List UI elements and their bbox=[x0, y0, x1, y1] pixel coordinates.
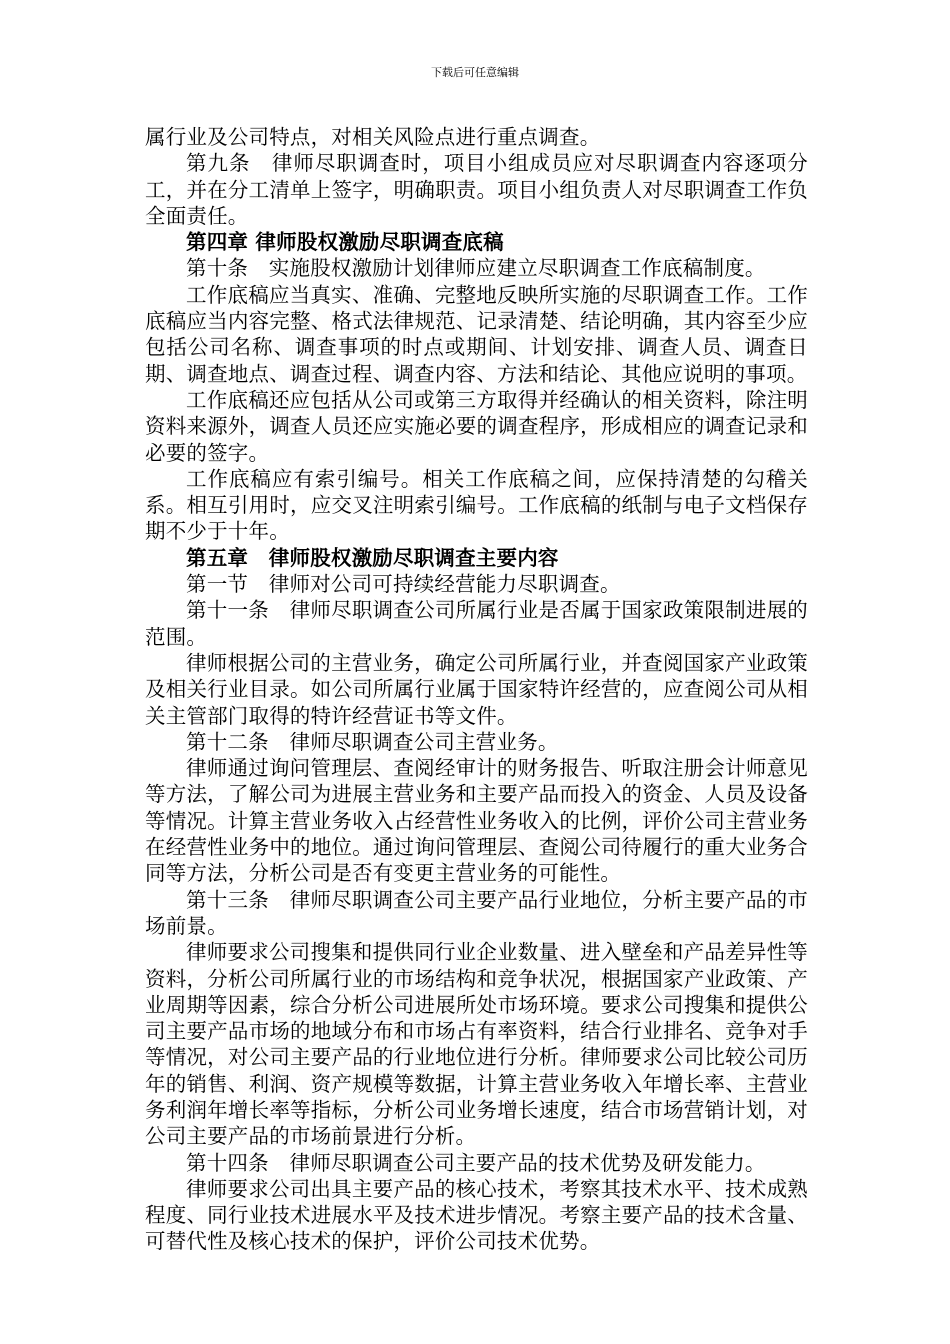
paragraph-article-11: 第十一条 律师尽职调查公司所属行业是否属于国家政策限制进展的范围。 bbox=[145, 598, 808, 649]
paragraph-article-10: 第十条 实施股权激励计划律师应建立尽职调查工作底稿制度。 bbox=[186, 256, 766, 281]
document-body bbox=[145, 124, 808, 1255]
paragraph: 工作底稿应当真实、准确、完整地反映所实施的尽职调查工作。工作底稿应当内容完整、格式法律规范、记录清楚、结论明确，其内容至少应包括公司名称、调查事项的时点或期间、计划安排、调查人员、调查日期、调查地点、调查过程、调查内容、方法和结论、其他应说明的事项。 bbox=[145, 282, 808, 386]
paragraph: 律师通过询问管理层、查阅经审计的财务报告、听取注册会计师意见等方法，了解公司为进展主营业务和主要产品而投入的资金、人员及设备等情况。计算主营业务收入占经营性业务收入的比例，评价公司主营业务在经营性业务中的地位。通过询问管理层、查阅公司待履行的重大业务合同等方法，分析公司是否有变更主营业务的可能性。 bbox=[145, 756, 808, 886]
paragraph: 律师要求公司出具主要产品的核心技术，考察其技术水平、技术成熟程度、同行业技术进展水平及技术进步情况。考察主要产品的技术含量、可替代性及核心技术的保护，评价公司技术优势。 bbox=[145, 1176, 808, 1254]
paragraph-article-13: 第十三条 律师尽职调查公司主要产品行业地位，分析主要产品的市场前景。 bbox=[145, 887, 808, 938]
paragraph-article-14: 第十四条 律师尽职调查公司主要产品的技术优势及研发能力。 bbox=[186, 1150, 766, 1175]
paragraph: 工作底稿应有索引编号。相关工作底稿之间，应保持清楚的勾稽关系。相互引用时，应交叉注明索引编号。工作底稿的纸制与电子文档保存期不少于十年。 bbox=[145, 466, 808, 544]
section-heading-1: 第一节 律师对公司可持续经营能力尽职调查。 bbox=[186, 572, 621, 597]
chapter-heading-4: 第四章 律师股权激励尽职调查底稿 bbox=[186, 230, 504, 255]
paragraph-article-9: 第九条 律师尽职调查时，项目小组成员应对尽职调查内容逐项分工，并在分工清单上签字，明确职责。项目小组负责人对尽职调查工作负全面责任。 bbox=[145, 151, 808, 228]
paragraph: 属行业及公司特点，对相关风险点进行重点调查。 bbox=[145, 125, 601, 149]
paragraph: 律师要求公司搜集和提供同行业企业数量、进入壁垒和产品差异性等资料，分析公司所属行业的市场结构和竞争状况，根据国家产业政策、产业周期等因素，综合分析公司进展所处市场环境。要求公司搜集和提供公司主要产品市场的地域分布和市场占有率资料，结合行业排名、竞争对手等情况，对公司主要产品的行业地位进行分析。律师要求公司比较公司历年的销售、利润、资产规模等数据，计算主营业务收入年增长率、主营业务利润年增长率等指标，分析公司业务增长速度，结合市场营销计划，对公司主要产品的市场前景进行分析。 bbox=[145, 940, 808, 1149]
chapter-heading-5: 第五章 律师股权激励尽职调查主要内容 bbox=[186, 545, 559, 570]
paragraph: 工作底稿还应包括从公司或第三方取得并经确认的相关资料，除注明资料来源外，调查人员还应实施必要的调查程序，形成相应的调查记录和必要的签字。 bbox=[145, 387, 808, 465]
paragraph-article-12: 第十二条 律师尽职调查公司主营业务。 bbox=[186, 729, 559, 754]
paragraph: 律师根据公司的主营业务，确定公司所属行业，并查阅国家产业政策及相关行业目录。如公司所属行业属于国家特许经营的，应查阅公司从相关主管部门取得的特许经营证书等文件。 bbox=[145, 650, 808, 728]
page-header: 下载后可任意编辑 bbox=[431, 66, 519, 79]
